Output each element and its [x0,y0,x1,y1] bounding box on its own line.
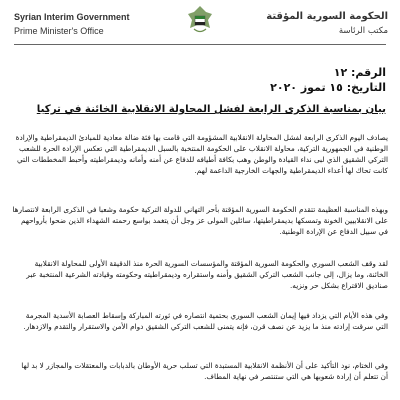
office-name-ar: مكتب الرئاسة [338,26,388,36]
office-name-en: Prime Minister's Office [14,26,104,36]
paragraph-2: وبهذه المناسبة العظيمة تتقدم الحكومة السورية المؤقتة بأحر التهاني للدولة التركية حكومة وشعبا في الذكرى الرابعة لانتصارها على الانقلابيين الخونة وتمسكها بديمقراطيتها، سائلين المولى عز وجل أن يتغمد بواسع رحمته الشهداء الذين ضحوا بأرواحهم في سبيل الدفاع عن الإرادة الوطنية. [12,205,388,236]
letterhead [0,0,400,46]
document-title: بيان بمناسبة الذكرى الرابعة لفشل المحاولة الانقلابية الخائنة في تركيا [36,104,386,115]
header-divider [14,44,386,45]
paragraph-3: لقد وقف الشعب السوري والحكومة السورية المؤقتة والمؤسسات السورية الحرة منذ الدقيقة الأولى للمحاولة الانقلابية الخائنة، وما يزال، إلى جانب الشعب التركي الشقيق وأمنه واستقراره وديمقراطيته وحكومته وقيادته الشرعية المنتخبة عبر صناديق الاقتراع بشكل حر ونزيه. [26,259,388,290]
paragraph-1: يصادف اليوم الذكرى الرابعة لفشل المحاولة الانقلابية المشؤومة التي قامت بها فئة ضالة معادية للمبادئ الديمقراطية والإرادة الوطنية في الجمهورية التركية، محاولة الانقلاب على الحكومة المنتخبة بالسبل الديمقراطية التي تعكس الإرادة الحرة للشعب التركي الشقيق الذي لبى نداء القيادة والوطن وهب بكافة أطيافه للدفاع عن أمنه وأمانه وديمقراطيته وأحبط المخططات التي كانت تحاك لها أعداء الديمقراطية والجهات الخارجية الداعمة لهم. [15,133,388,175]
emblem-icon [186,4,214,36]
government-name-en: Syrian Interim Government [14,12,130,22]
reference-number: الرقم: ١٢ [333,66,386,79]
document-date: التاريخ: ١٥ تموز ٢٠٢٠ [270,81,386,94]
government-name-ar: الحكومة السورية المؤقتة [266,11,388,22]
paragraph-5: وفي الختام، نود التأكيد على أن الأنظمة الانقلابية المستبدة التي تسلب حرية الأوطان بالدبابات والمعتقلات والمجازر لا بد لها أن تتعلم أن إرادة شعوبها هي التي ستنتصر في نهاية المطاف. [21,361,388,381]
paragraph-4: وفي هذه الأيام التي يزداد فيها إيمان الشعب السوري بحتمية انتصاره في ثورته المباركة وإسقاط العصابة الأسدية المجرمة التي سرقت إرادته منذ ما يزيد عن نصف قرن، فإنه يتمنى للشعب التركي الشقيق دوام الأمن والاستقرار والتقدم والازدهار. [23,311,388,331]
